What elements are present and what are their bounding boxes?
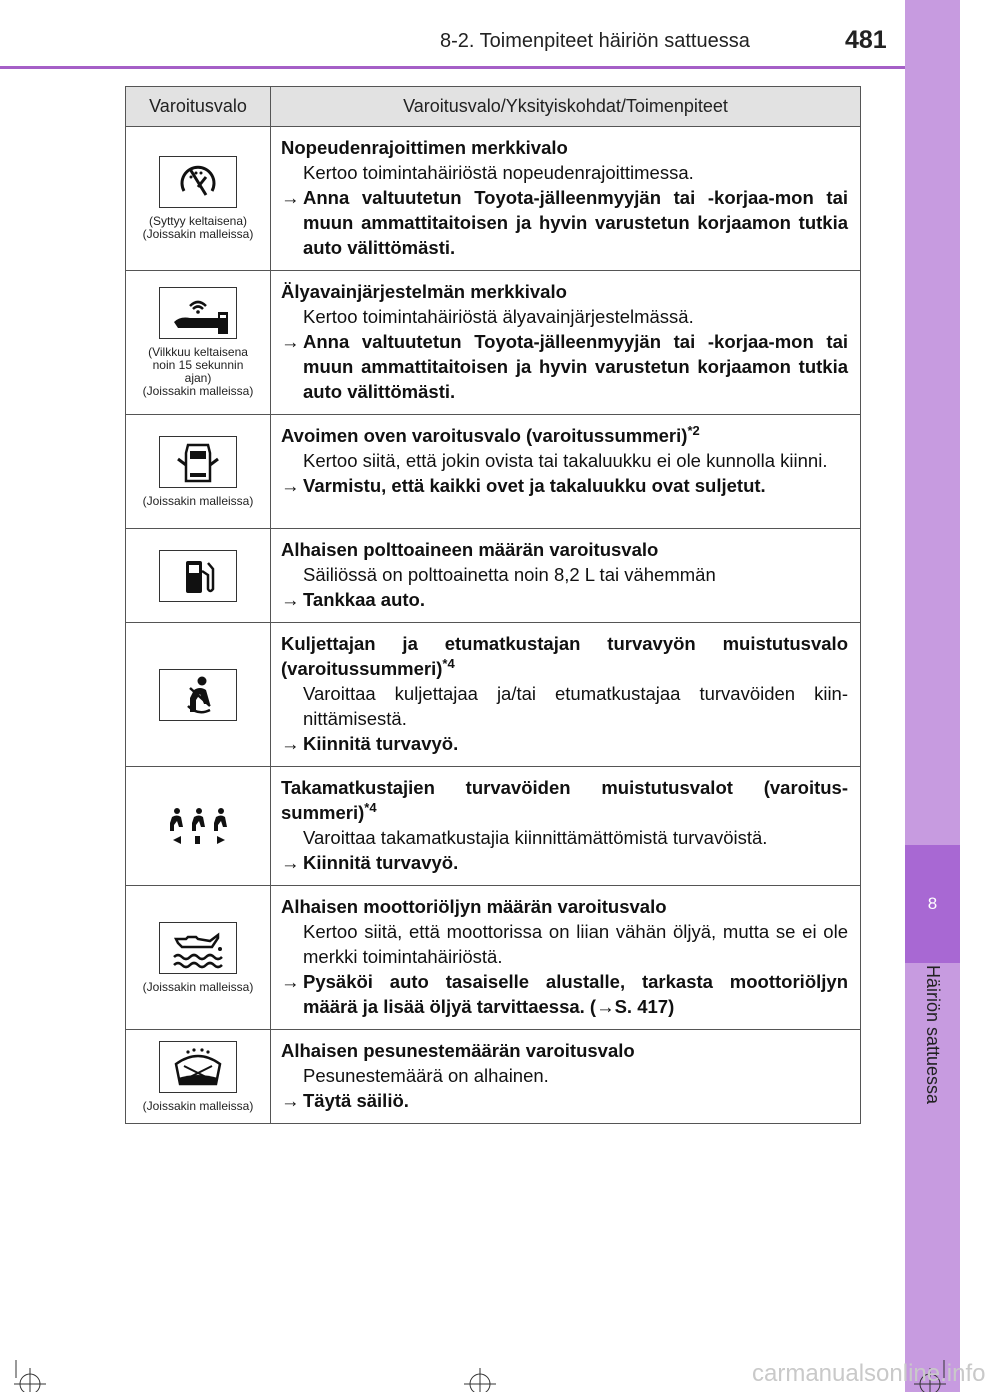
light-action: → Anna valtuutetun Toyota-jälleenmyyjän tai -korjaa-mon tai muun ammattitaitoisen ja hyvin varustetun korjaamon tutkia auto välittömästi. <box>281 331 848 402</box>
light-description: Pesunestemäärä on alhainen. <box>303 1065 549 1086</box>
light-description: Säiliössä on polttoainetta noin 8,2 L tai vähemmän <box>303 564 716 585</box>
icon-cell <box>126 886 271 1030</box>
light-title: Avoimen oven varoitusvalo (varoitussummeri)$^{*2}$ <box>281 422 700 446</box>
arrow-icon: → <box>281 852 300 873</box>
details-cell <box>271 415 861 529</box>
light-action: → Täytä säiliö. <box>281 1090 409 1111</box>
icon-cell <box>126 127 271 271</box>
light-title: Alhaisen polttoaineen määrän varoitusvalo <box>281 539 659 560</box>
light-action: → Kiinnitä turvavyö. <box>281 733 459 754</box>
oil-level-icon <box>159 922 237 974</box>
light-action: → Anna valtuutetun Toyota-jälleenmyyjän tai -korjaa-mon tai muun ammattitaitoisen ja hyvin varustetun korjaamon tutkia auto välittömästi. <box>281 187 848 258</box>
watermark: carmanualsonline.info <box>752 1360 985 1387</box>
col-header-light: Varoitusvalo <box>126 87 271 127</box>
details-cell <box>271 127 861 271</box>
header-rule <box>0 66 905 69</box>
table-row <box>126 767 861 886</box>
table-row <box>126 127 861 271</box>
details-cell <box>271 623 861 767</box>
table-header-row <box>126 87 861 127</box>
fuel-pump-icon <box>159 550 237 602</box>
light-title: Nopeudenrajoittimen merkkivalo <box>281 137 568 158</box>
light-title: Alhaisen pesunestemäärän varoitusvalo <box>281 1040 635 1061</box>
page-number: 481 <box>845 26 887 54</box>
light-description: Varoittaa takamatkustajia kiinnittämättömistä turvavöistä. <box>303 827 768 848</box>
light-title: Alhaisen moottoriöljyn määrän varoitusvalo <box>281 896 667 917</box>
icon-caption: (Joissakin malleissa) <box>142 1098 254 1113</box>
light-title: Älyavainjärjestelmän merkkivalo <box>281 281 567 302</box>
table-row <box>126 529 861 623</box>
icon-cell <box>126 1030 271 1124</box>
arrow-icon: → <box>281 331 300 352</box>
light-action: → Kiinnitä turvavyö. <box>281 852 459 873</box>
light-title: Takamatkustajien turvavöiden muistutusvalot (varoitus-summeri)$^{*4}$ <box>281 777 848 823</box>
icon-caption: (Joissakin malleissa) <box>142 979 254 994</box>
table-row <box>126 886 861 1030</box>
icon-cell <box>126 623 271 767</box>
door-open-icon <box>159 436 237 488</box>
icon-cell <box>126 529 271 623</box>
light-description: Kertoo siitä, että jokin ovista tai takaluukku ei ole kunnolla kiinni. <box>303 450 828 471</box>
icon-caption: (Joissakin malleissa) <box>142 493 254 508</box>
chapter-sidebar <box>905 0 960 1392</box>
light-action: → Tankkaa auto. <box>281 589 426 610</box>
footnote-ref: *4 <box>442 655 455 671</box>
arrow-icon: → <box>281 589 300 610</box>
icon-caption: (Vilkkuu keltaisena noin 15 sekunnin ajan) (Joissakin malleissa) <box>142 345 254 398</box>
seatbelt-icon <box>159 669 237 721</box>
table-row <box>126 1030 861 1124</box>
arrow-icon: → <box>281 475 300 496</box>
footnote-ref: *2 <box>687 422 700 438</box>
rear-seatbelts-icon <box>159 800 237 852</box>
chapter-title-text: Häiriön sattuessa <box>923 965 943 1105</box>
speed-limiter-icon <box>159 156 237 208</box>
chapter-number-tab[interactable]: 8 <box>905 845 960 963</box>
arrow-icon: → <box>281 733 300 754</box>
details-cell <box>271 529 861 623</box>
washer-fluid-icon <box>159 1041 237 1093</box>
section-title: 8-2. Toimenpiteet häiriön sattuessa <box>440 30 750 52</box>
light-action: → Varmistu, että kaikki ovet ja takaluukku ovat suljetut. <box>281 475 766 496</box>
footnote-ref: *4 <box>364 799 377 815</box>
icon-cell <box>126 415 271 529</box>
details-cell <box>271 886 861 1030</box>
light-description: Kertoo toimintahäiriöstä nopeudenrajoittimessa. <box>303 162 694 183</box>
icon-cell <box>126 271 271 415</box>
light-description: Varoittaa kuljettajaa ja/tai etumatkustajaa turvavöiden kiin-nittämisestä. <box>303 683 848 729</box>
icon-caption: (Syttyy keltaisena) (Joissakin malleissa) <box>142 214 254 241</box>
light-title: Kuljettajan ja etumatkustajan turvavyön muistutusvalo (varoitussummeri)$^{*4}$ <box>281 633 848 679</box>
icon-cell <box>126 767 271 886</box>
table-row <box>126 271 861 415</box>
arrow-icon: → <box>281 187 300 208</box>
arrow-icon: → <box>281 1090 300 1111</box>
col-header-details: Varoitusvalo/Yksityiskohdat/Toimenpiteet <box>271 87 861 127</box>
details-cell <box>271 767 861 886</box>
details-cell <box>271 271 861 415</box>
arrow-icon: → <box>281 971 300 992</box>
table-row <box>126 415 861 529</box>
page-header <box>0 0 905 70</box>
light-description: Kertoo siitä, että moottorissa on liian vähän öljyä, mutta se ei ole merkki toimintahäiriöstä. <box>303 921 848 967</box>
table-row <box>126 623 861 767</box>
smart-key-icon <box>159 287 237 339</box>
light-description: Kertoo toimintahäiriöstä älyavainjärjestelmässä. <box>303 306 694 327</box>
light-action: → Pysäköi auto tasaiselle alustalle, tarkasta moottoriöljyn määrä ja lisää öljyä tarvittaessa. (→S. 417) <box>281 971 848 1017</box>
details-cell <box>271 1030 861 1124</box>
chapter-title <box>905 963 960 1123</box>
warning-light-table <box>125 86 861 1124</box>
